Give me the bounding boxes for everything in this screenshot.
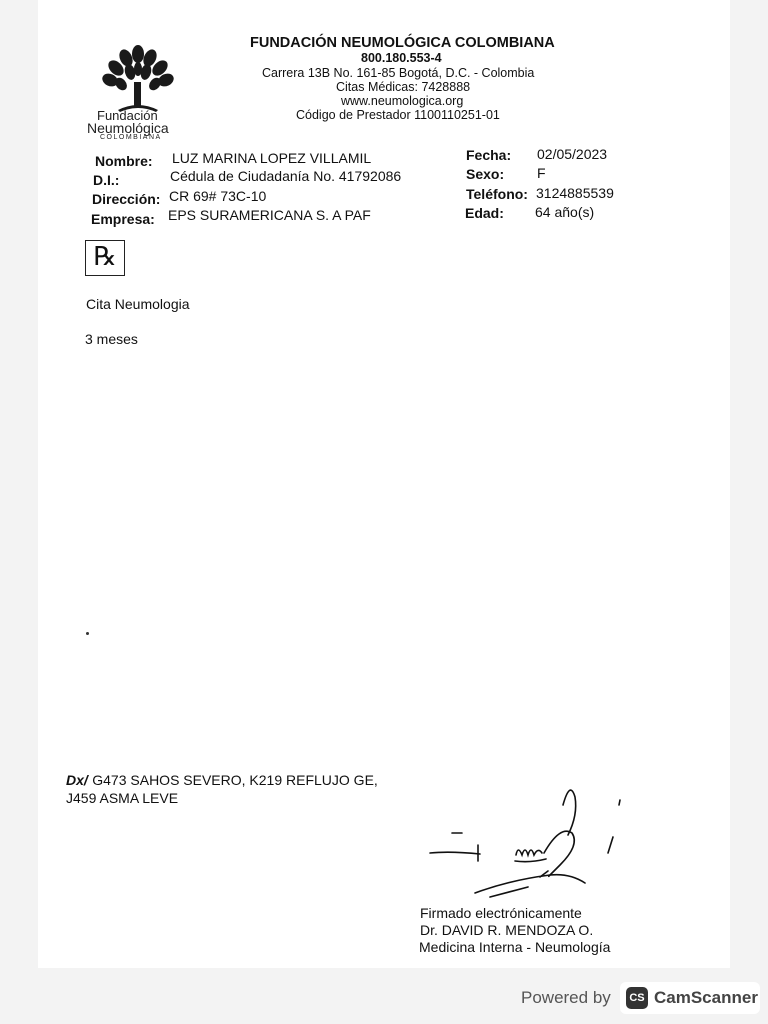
prescription-line-2: 3 meses bbox=[85, 331, 138, 347]
organization-nit: 800.180.553-4 bbox=[361, 51, 442, 65]
stray-mark bbox=[86, 632, 89, 635]
di-value: Cédula de Ciudadanía No. 41792086 bbox=[170, 168, 402, 184]
handwritten-signature bbox=[420, 775, 635, 905]
diagnosis-line-2: J459 ASMA LEVE bbox=[66, 790, 179, 806]
organization-website: www.neumologica.org bbox=[341, 94, 464, 108]
direccion-value: CR 69# 73C-10 bbox=[169, 188, 267, 204]
rx-symbol: ℞ bbox=[85, 240, 125, 276]
organization-address: Carrera 13B No. 161-85 Bogotá, D.C. - Colombia bbox=[262, 66, 535, 80]
signature-doctor: Dr. DAVID R. MENDOZA O. bbox=[420, 922, 594, 938]
logo-text-line3: COLOMBIANA bbox=[100, 134, 162, 141]
diagnosis-text-1: G473 SAHOS SEVERO, K219 REFLUJO GE, bbox=[92, 772, 378, 788]
prescription-line-1: Cita Neumologia bbox=[86, 296, 190, 312]
fecha-value: 02/05/2023 bbox=[537, 146, 608, 162]
empresa-label: Empresa: bbox=[91, 211, 155, 227]
camscanner-brand: CamScanner bbox=[654, 988, 758, 1007]
edad-value: 64 año(s) bbox=[535, 204, 595, 220]
organization-phone: Citas Médicas: 7428888 bbox=[336, 80, 471, 94]
sexo-label: Sexo: bbox=[466, 166, 505, 182]
nombre-label: Nombre: bbox=[95, 153, 153, 169]
nombre-value: LUZ MARINA LOPEZ VILLAMIL bbox=[172, 150, 372, 166]
empresa-value: EPS SURAMERICANA S. A PAF bbox=[168, 207, 371, 223]
edad-label: Edad: bbox=[465, 205, 504, 221]
diagnosis-line-1 bbox=[66, 772, 378, 790]
fecha-label: Fecha: bbox=[466, 147, 512, 163]
provider-code: Código de Prestador 1100110251-01 bbox=[296, 108, 500, 122]
powered-by-text: Powered by bbox=[521, 988, 611, 1007]
diagnosis-label: Dx/ bbox=[66, 772, 88, 788]
telefono-value: 3124885539 bbox=[536, 185, 614, 201]
camscanner-icon: CS bbox=[626, 987, 648, 1009]
signature-line-1: Firmado electrónicamente bbox=[420, 905, 582, 921]
di-label: D.I.: bbox=[93, 172, 120, 188]
signature-specialty: Medicina Interna - Neumología bbox=[419, 939, 611, 955]
logo-text-line2: Neumológica bbox=[87, 120, 169, 136]
sexo-value: F bbox=[537, 165, 546, 181]
telefono-label: Teléfono: bbox=[466, 186, 528, 202]
organization-name: FUNDACIÓN NEUMOLÓGICA COLOMBIANA bbox=[250, 35, 555, 51]
logo-text-line1: Fundación bbox=[97, 108, 158, 123]
camscanner-badge bbox=[620, 982, 760, 1014]
direccion-label: Dirección: bbox=[92, 191, 161, 207]
